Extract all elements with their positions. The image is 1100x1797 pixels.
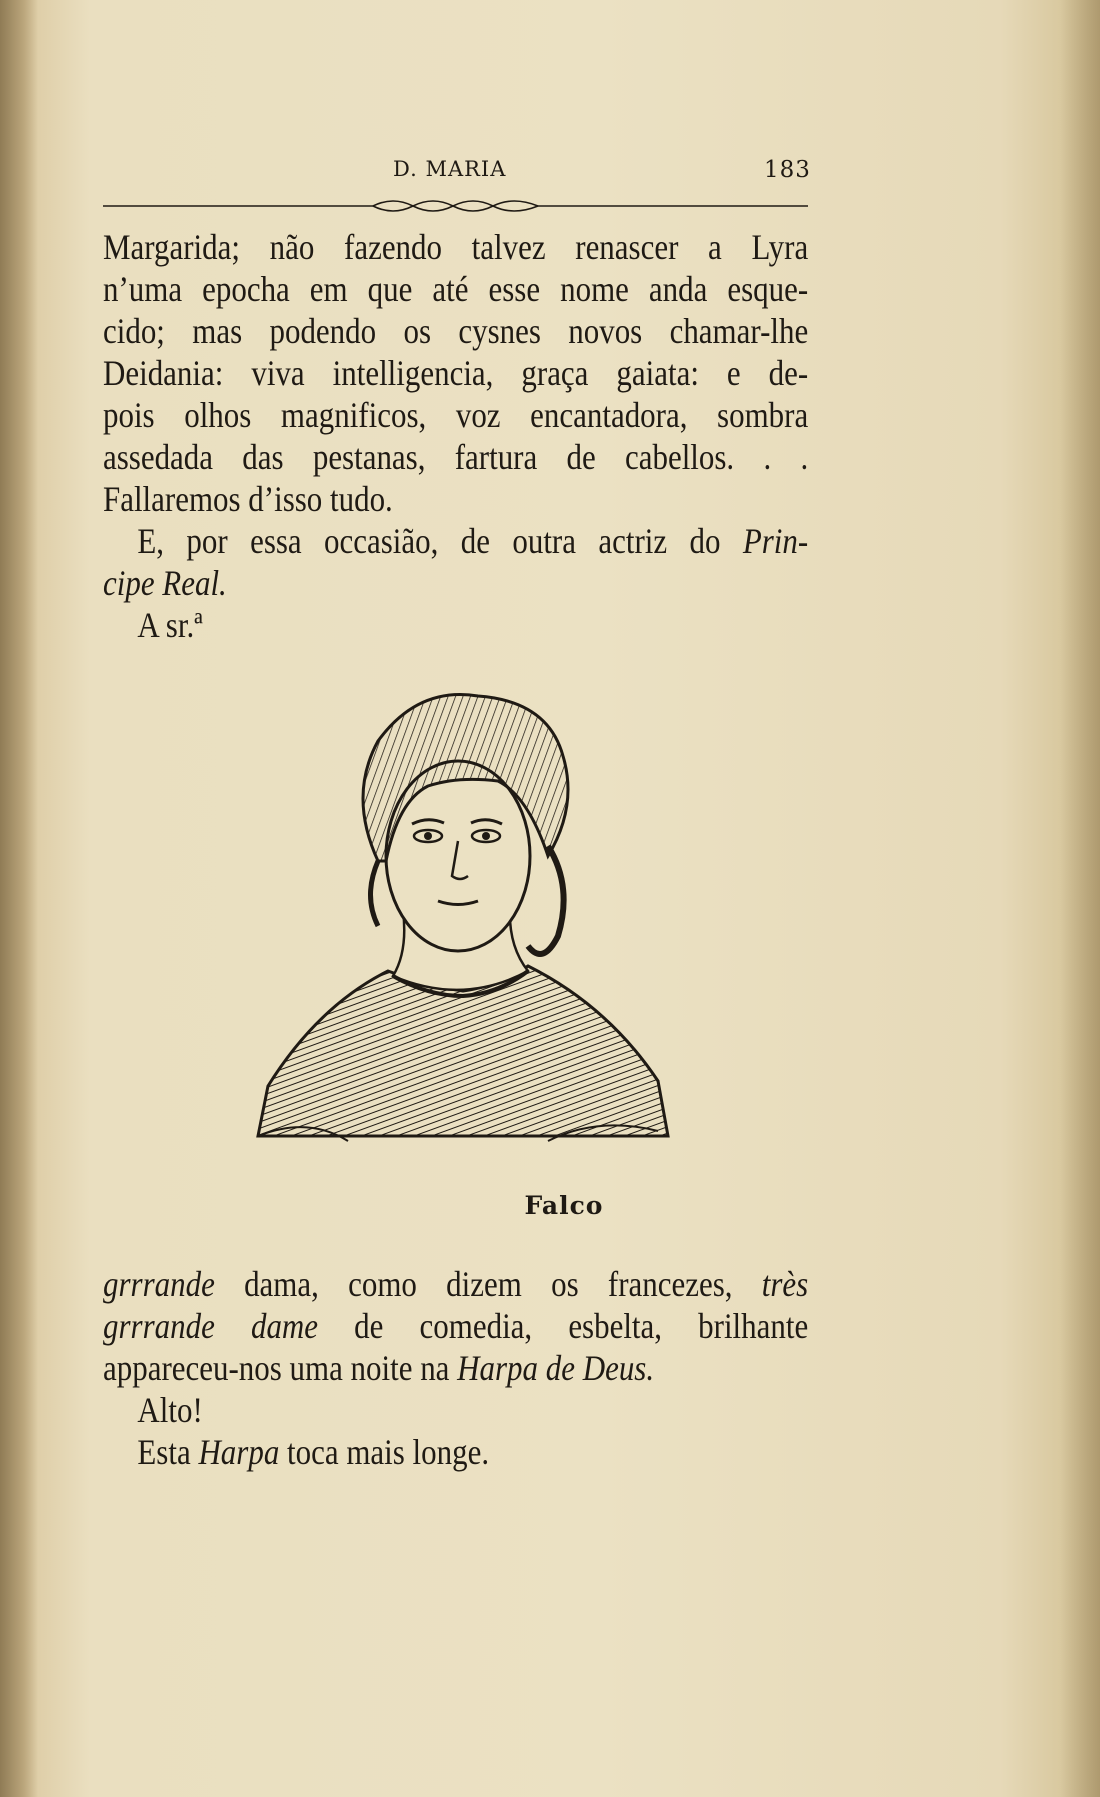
text-line: Alto! xyxy=(137,1390,203,1430)
text-line: cipe Real. xyxy=(103,563,227,603)
text-run: dama, como dizem os francezes, xyxy=(214,1264,762,1304)
text-line xyxy=(103,1305,808,1347)
text-line xyxy=(103,520,808,562)
page-number: 183 xyxy=(764,157,811,183)
portrait-engraving xyxy=(228,686,708,1176)
ornament-rule xyxy=(103,194,808,218)
text-run: toca mais longe. xyxy=(279,1432,490,1472)
text-run: de comedia, esbelta, brilhante xyxy=(318,1306,809,1346)
page-edge-shadow xyxy=(1060,0,1100,1797)
text-line: n’uma epocha em que até esse nome anda esque- xyxy=(103,269,809,309)
text-line xyxy=(103,1431,808,1473)
italic-run: Prin- xyxy=(742,521,809,561)
italic-run: Harpa xyxy=(198,1432,280,1472)
text-run: E, por essa occasião, de outra actriz do xyxy=(137,521,743,561)
text-run: Esta xyxy=(137,1432,199,1472)
italic-run: Harpa de Deus. xyxy=(457,1348,655,1388)
italic-run: grrrande xyxy=(103,1264,215,1304)
text-line: Margarida; não fazendo talvez renascer a Lyra xyxy=(103,227,809,267)
text-line xyxy=(103,1347,808,1389)
text-line: assedada das pestanas, fartura de cabellos. . . xyxy=(103,437,809,477)
top-text-block xyxy=(103,226,809,646)
text-line: cido; mas podendo os cysnes novos chamar-lhe xyxy=(103,311,809,351)
figure-caption xyxy=(0,1191,1100,1220)
caption-text: Falco xyxy=(524,1191,604,1220)
text-line: pois olhos magnificos, voz encantadora, sombra xyxy=(103,395,809,435)
italic-run: très xyxy=(761,1264,809,1304)
text-line: A sr.ª xyxy=(137,605,203,645)
text-line: Fallaremos d’isso tudo. xyxy=(103,479,393,519)
book-spine-shadow xyxy=(0,0,38,1797)
text-line: Deidania: viva intelligencia, graça gaiata: e de- xyxy=(103,353,809,393)
italic-run: grrrande dame xyxy=(103,1306,319,1346)
text-line xyxy=(103,1263,808,1305)
text-run: appareceu-nos uma noite na xyxy=(103,1348,458,1388)
running-title: D. MARIA xyxy=(393,157,507,181)
bottom-text-block xyxy=(103,1263,809,1473)
